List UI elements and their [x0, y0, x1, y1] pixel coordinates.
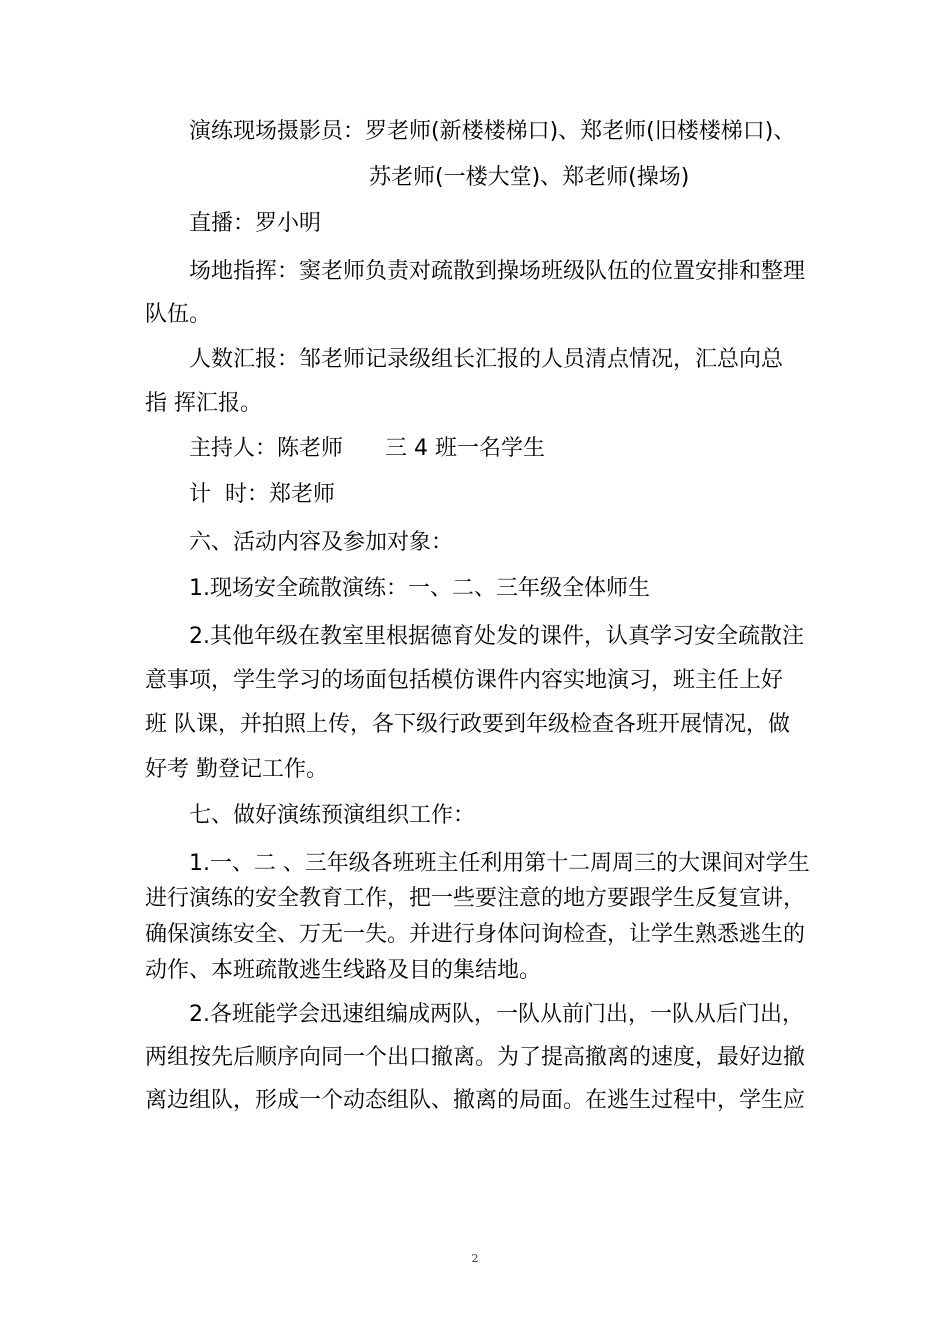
text-line: 进行演练的安全教育工作，把一些要注意的地方要跟学生反复宣讲， — [145, 886, 806, 911]
text-line: 班 队课，并拍照上传，各下级行政要到年级检查各班开展情况，做 — [145, 712, 790, 737]
text-line: 动作、本班疏散逃生线路及目的集结地。 — [145, 958, 542, 983]
text-line: 离边组队，形成一个动态组队、撤离的局面。在逃生过程中，学生应 — [145, 1088, 806, 1113]
text-line: 意事项，学生学习的场面包括模仿课件内容实地演习，班主任上好 — [145, 668, 784, 693]
text-line: 两组按先后顺序向同一个出口撤离。为了提高撤离的速度，最好边撤 — [145, 1045, 806, 1070]
section-heading: 七、做好演练预演组织工作： — [189, 803, 476, 828]
text-line: 演练现场摄影员：罗老师(新楼楼梯口)、郑老师(旧楼楼梯口)、 — [189, 119, 796, 144]
text-line: 主持人：陈老师 三 4 班一名学生 — [189, 436, 545, 461]
text-line: 指 挥汇报。 — [145, 391, 262, 416]
text-line: 2.各班能学会迅速组编成两队，一队从前门出，一队从后门出， — [189, 1002, 804, 1027]
text-line: 苏老师(一楼大堂)、郑老师(操场) — [369, 165, 690, 190]
text-line: 队伍。 — [145, 302, 212, 327]
text-line: 场地指挥：窦老师负责对疏散到操场班级队伍的位置安排和整理 — [189, 259, 806, 284]
text-line: 1.一、二 、三年级各班班主任利用第十二周周三的大课间对学生 — [189, 851, 810, 876]
section-heading: 六、活动内容及参加对象： — [189, 530, 454, 555]
text-line: 直播：罗小明 — [189, 211, 322, 236]
page-number: 2 — [471, 1252, 479, 1265]
text-line: 好考 勤登记工作。 — [145, 757, 328, 782]
text-line: 1.现场安全疏散演练：一、二、三年级全体师生 — [189, 576, 650, 601]
text-line: 计 时：郑老师 — [189, 482, 335, 507]
text-line: 人数汇报：邹老师记录级组长汇报的人员清点情况，汇总向总 — [189, 347, 784, 372]
text-line: 2.其他年级在教室里根据德育处发的课件，认真学习安全疏散注 — [189, 624, 804, 649]
text-line: 确保演练安全、万无一失。并进行身体问询检查，让学生熟悉逃生的 — [145, 922, 806, 947]
